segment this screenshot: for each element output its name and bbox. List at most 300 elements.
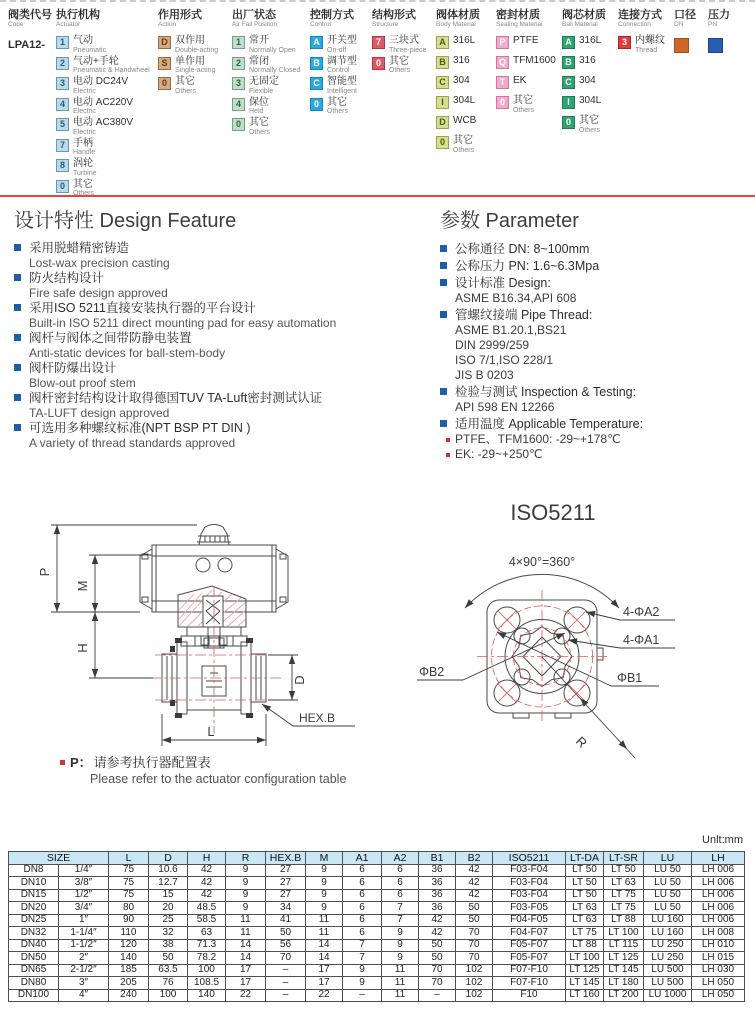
square-bullet-icon bbox=[440, 245, 447, 252]
option-label-en: Others bbox=[327, 108, 349, 115]
feature-zh-text: 采用ISO 5211直接安装执行器的平台设计 bbox=[29, 301, 256, 315]
table-cell: DN80 bbox=[9, 977, 59, 990]
option-label bbox=[73, 180, 94, 196]
table-cell: 9 bbox=[343, 964, 382, 977]
actuator-note bbox=[60, 754, 346, 787]
option-code-chip: B bbox=[436, 56, 449, 69]
table-cell: LT 100 bbox=[566, 952, 604, 965]
selector-column-sealing-material bbox=[496, 9, 562, 195]
table-row bbox=[9, 989, 745, 1002]
table-row bbox=[9, 952, 745, 965]
column-header-body-material bbox=[436, 9, 496, 29]
table-cell: 3″ bbox=[59, 977, 109, 990]
option-label bbox=[635, 36, 665, 54]
selector-column-body-material bbox=[436, 9, 496, 195]
option-ball-material-I bbox=[562, 96, 618, 114]
option-code-chip: D bbox=[436, 116, 449, 129]
option-code-chip: 3 bbox=[618, 36, 631, 49]
table-cell: LT 63 bbox=[604, 877, 644, 890]
column-header-hex-b: HEX.B bbox=[266, 852, 306, 865]
column-header-h: H bbox=[188, 852, 226, 865]
option-label-zh: 304L bbox=[579, 95, 602, 106]
table-cell: 58.5 bbox=[188, 914, 226, 927]
table-cell: F05-F07 bbox=[493, 952, 566, 965]
feature-zh bbox=[14, 301, 428, 316]
table-cell: DN10 bbox=[9, 877, 59, 890]
red-bullet-icon bbox=[60, 760, 65, 765]
option-code-chip bbox=[708, 38, 723, 53]
parameter-red-line bbox=[446, 447, 748, 462]
column-header-zh: 作用形式 bbox=[158, 9, 202, 21]
parameter-line: ISO 7/1,ISO 228/1 bbox=[455, 353, 554, 367]
series-code: LPA12- bbox=[8, 39, 46, 51]
option-label-zh: TFM1600 bbox=[513, 55, 556, 66]
option-code-chip: 7 bbox=[56, 139, 69, 152]
parameter-item bbox=[440, 307, 748, 383]
table-cell: – bbox=[266, 977, 306, 990]
option-label-zh: 其它 bbox=[73, 178, 93, 190]
feature-en: A variety of thread standards approved bbox=[29, 436, 236, 450]
column-header-zh: 结构形式 bbox=[372, 9, 416, 21]
design-feature-list bbox=[14, 241, 428, 450]
option-actuator-0 bbox=[56, 180, 158, 196]
actuator-note-zh bbox=[60, 754, 346, 771]
table-cell: DN50 bbox=[9, 952, 59, 965]
column-header-dn bbox=[674, 9, 708, 29]
parameter-item bbox=[440, 275, 748, 306]
column-header-control bbox=[310, 9, 372, 29]
dim-l-label: L bbox=[207, 724, 215, 739]
square-bullet-icon bbox=[440, 279, 447, 286]
table-cell: 17 bbox=[226, 964, 266, 977]
option-label bbox=[453, 136, 474, 154]
table-cell: 36 bbox=[419, 877, 456, 890]
table-cell: 120 bbox=[109, 939, 149, 952]
table-cell: LT 88 bbox=[604, 914, 644, 927]
a1-label: 4-ΦA1 bbox=[623, 633, 660, 647]
option-control-0 bbox=[310, 98, 372, 116]
option-structure-0 bbox=[372, 57, 436, 75]
table-cell: 14 bbox=[306, 939, 343, 952]
table-cell: LH 006 bbox=[692, 914, 745, 927]
table-cell: 6 bbox=[343, 877, 382, 890]
option-label-zh: 304 bbox=[453, 75, 470, 86]
column-header-ball-material bbox=[562, 9, 618, 29]
option-actuator-4 bbox=[56, 98, 158, 116]
option-label-zh: 智能型 bbox=[327, 76, 357, 87]
feature-en: Anti-static devices for ball-stem-body bbox=[29, 346, 226, 360]
square-bullet-icon bbox=[14, 364, 21, 371]
column-header-a2: A2 bbox=[382, 852, 419, 865]
table-row bbox=[9, 877, 745, 890]
column-header-en: PN bbox=[708, 21, 718, 28]
table-cell: 4″ bbox=[59, 989, 109, 1002]
table-cell: 185 bbox=[109, 964, 149, 977]
option-code-chip: 2 bbox=[56, 57, 69, 70]
parameter-red-text: PTFE、TFM1600: -29~+178℃ bbox=[455, 432, 621, 446]
table-cell: 7 bbox=[343, 952, 382, 965]
spec-table-head bbox=[9, 852, 745, 865]
option-label-zh: 其它 bbox=[579, 115, 599, 126]
option-label bbox=[73, 57, 150, 75]
square-bullet-icon bbox=[440, 311, 447, 318]
table-cell: 38 bbox=[149, 939, 188, 952]
option-label bbox=[513, 36, 539, 47]
option-code-chip: 3 bbox=[56, 77, 69, 90]
table-cell: 27 bbox=[266, 889, 306, 902]
selector-column-ball-material bbox=[562, 9, 618, 195]
option-control-A bbox=[310, 36, 372, 54]
square-bullet-icon bbox=[14, 334, 21, 341]
column-header-lh: LH bbox=[692, 852, 745, 865]
feature-item bbox=[14, 271, 428, 300]
option-code-chip: 0 bbox=[232, 118, 245, 131]
table-cell: 6 bbox=[343, 914, 382, 927]
table-cell: LU 250 bbox=[644, 939, 692, 952]
option-label-en: Others bbox=[249, 128, 271, 136]
table-cell: 34 bbox=[266, 902, 306, 915]
square-bullet-icon bbox=[14, 394, 21, 401]
table-cell: DN15 bbox=[9, 889, 59, 902]
table-cell: LU 50 bbox=[644, 864, 692, 877]
a2-label: 4-ΦA2 bbox=[623, 605, 660, 619]
feature-zh bbox=[14, 331, 428, 346]
table-cell: – bbox=[343, 989, 382, 1002]
table-cell: LH 006 bbox=[692, 902, 745, 915]
parameter-item bbox=[440, 384, 748, 415]
option-code-chip: 3 bbox=[232, 77, 245, 90]
column-header-zh: 口径 bbox=[674, 9, 696, 21]
spec-table-body bbox=[9, 864, 745, 1002]
table-cell: 9 bbox=[226, 889, 266, 902]
option-code-chip: 8 bbox=[56, 159, 69, 172]
table-row bbox=[9, 864, 745, 877]
option-code-chip: I bbox=[562, 96, 575, 109]
option-airfail-2 bbox=[232, 57, 310, 75]
column-header-b2: B2 bbox=[456, 852, 493, 865]
option-label bbox=[249, 77, 279, 95]
table-cell: 7 bbox=[382, 914, 419, 927]
square-bullet-icon bbox=[440, 388, 447, 395]
column-header-r: R bbox=[226, 852, 266, 865]
table-cell: 42 bbox=[456, 889, 493, 902]
option-code-chip: 0 bbox=[56, 180, 69, 193]
table-cell: 140 bbox=[109, 952, 149, 965]
square-bullet-icon bbox=[14, 244, 21, 251]
parameter-red-text: EK: -29~+250℃ bbox=[455, 447, 543, 461]
table-cell: 6 bbox=[343, 889, 382, 902]
table-cell: LU 160 bbox=[644, 914, 692, 927]
column-header-zh: 连接方式 bbox=[618, 9, 662, 21]
table-cell: 9 bbox=[382, 927, 419, 940]
valve-dimension-drawing bbox=[15, 498, 400, 763]
column-header-zh: 阀芯材质 bbox=[562, 9, 606, 21]
code-selector-columns bbox=[8, 9, 755, 195]
column-header-size: SIZE bbox=[9, 852, 109, 865]
table-cell: 78.2 bbox=[188, 952, 226, 965]
column-header-action bbox=[158, 9, 232, 29]
option-label-zh: WCB bbox=[453, 115, 477, 126]
parameter-line: ASME B1.20.1,BS21 bbox=[455, 323, 567, 337]
option-label-zh: 常闭 bbox=[249, 55, 269, 67]
table-cell: 108.5 bbox=[188, 977, 226, 990]
option-label-zh: 316L bbox=[453, 35, 476, 46]
option-label-en: Others bbox=[73, 190, 95, 195]
option-label-en: Others bbox=[389, 67, 411, 74]
option-code-chip: C bbox=[436, 76, 449, 89]
option-label-zh: 其它 bbox=[389, 55, 409, 67]
table-cell: 42 bbox=[456, 864, 493, 877]
parameter-line: DIN 2999/259 bbox=[455, 338, 530, 352]
table-cell: LU 1000 bbox=[644, 989, 692, 1002]
option-code-chip: 0 bbox=[310, 98, 323, 111]
table-cell: LH 006 bbox=[692, 877, 745, 890]
option-airfail-0 bbox=[232, 118, 310, 136]
option-label-zh: 气动+手轮 bbox=[73, 55, 119, 67]
feature-item bbox=[14, 331, 428, 360]
parameter-main bbox=[440, 258, 748, 274]
option-body-material-I bbox=[436, 96, 496, 114]
option-label-en: Flexible bbox=[249, 87, 274, 95]
table-cell: LT 200 bbox=[604, 989, 644, 1002]
table-cell: 90 bbox=[109, 914, 149, 927]
table-cell: LT 115 bbox=[604, 939, 644, 952]
table-cell: 27 bbox=[266, 877, 306, 890]
option-ball-material-0 bbox=[562, 116, 618, 134]
option-body-material-C bbox=[436, 76, 496, 94]
table-cell: 75 bbox=[109, 877, 149, 890]
actuator-note-en: Please refer to the actuator configuration table bbox=[90, 772, 347, 786]
option-ball-material-B bbox=[562, 56, 618, 74]
table-cell: 7 bbox=[343, 939, 382, 952]
option-code-chip: 0 bbox=[158, 77, 171, 90]
column-header-structure bbox=[372, 9, 436, 29]
column-header-d: D bbox=[149, 852, 188, 865]
option-label-zh: 316 bbox=[453, 55, 470, 66]
parameter-line: ASME B16.34,API 608 bbox=[455, 291, 577, 305]
parameter-line: API 598 EN 12266 bbox=[455, 400, 555, 414]
b2-label: ΦB2 bbox=[419, 665, 445, 679]
table-cell: 42 bbox=[419, 927, 456, 940]
selector-column-action bbox=[158, 9, 232, 195]
parameter-main bbox=[440, 307, 748, 323]
column-header-lu: LU bbox=[644, 852, 692, 865]
table-cell: 36 bbox=[419, 864, 456, 877]
option-ball-material-C bbox=[562, 76, 618, 94]
option-code-chip: 2 bbox=[232, 57, 245, 70]
column-header-zh: 执行机构 bbox=[56, 9, 100, 21]
option-label bbox=[579, 76, 596, 87]
option-code-chip: A bbox=[436, 36, 449, 49]
table-cell: F07-F10 bbox=[493, 964, 566, 977]
table-cell: 50 bbox=[266, 927, 306, 940]
option-label-en: Held bbox=[249, 108, 264, 115]
option-code-chip: P bbox=[496, 36, 509, 49]
table-cell: LT 75 bbox=[604, 889, 644, 902]
table-cell: LU 500 bbox=[644, 964, 692, 977]
option-code-chip: T bbox=[496, 76, 509, 89]
table-cell: DN8 bbox=[9, 864, 59, 877]
option-label-zh: 双作用 bbox=[175, 35, 205, 46]
column-header-zh: 阀类代号 bbox=[8, 9, 52, 21]
selector-column-airfail bbox=[232, 9, 310, 195]
option-code-chip: B bbox=[310, 57, 323, 70]
table-cell: 50 bbox=[419, 952, 456, 965]
option-label bbox=[73, 36, 106, 54]
column-header-zh: 压力 bbox=[708, 9, 730, 21]
option-ball-material-A bbox=[562, 36, 618, 54]
table-cell: DN40 bbox=[9, 939, 59, 952]
parameter-line: JIS B 0203 bbox=[455, 368, 514, 382]
table-cell: 25 bbox=[149, 914, 188, 927]
parameter-main-text: 设计标准 Design: bbox=[455, 276, 551, 290]
iso5211-title: ISO5211 bbox=[510, 500, 596, 525]
parameter-item bbox=[440, 258, 748, 274]
r-label: R bbox=[572, 733, 591, 751]
option-code-chip: B bbox=[562, 56, 575, 69]
table-cell: F10 bbox=[493, 989, 566, 1002]
option-label-en: Electric bbox=[73, 128, 96, 136]
table-cell: 9 bbox=[306, 877, 343, 890]
b1-label: ΦB1 bbox=[617, 671, 643, 685]
column-header-sealing-material bbox=[496, 9, 562, 29]
option-label-en: Others bbox=[513, 106, 535, 114]
table-cell: 70 bbox=[419, 977, 456, 990]
option-code-chip: 0 bbox=[562, 116, 575, 129]
feature-en: Blow-out proof stem bbox=[29, 376, 136, 390]
column-header-en: Connection bbox=[618, 21, 651, 28]
table-cell: F04-F05 bbox=[493, 914, 566, 927]
table-cell: DN25 bbox=[9, 914, 59, 927]
table-cell: DN32 bbox=[9, 927, 59, 940]
option-label-en: Intelligent bbox=[327, 87, 357, 95]
spec-header-row bbox=[9, 852, 745, 865]
table-cell: LU 160 bbox=[644, 927, 692, 940]
table-cell: LT 50 bbox=[566, 864, 604, 877]
table-cell: 9 bbox=[382, 939, 419, 952]
option-label-zh: 其它 bbox=[249, 117, 269, 128]
table-cell: 110 bbox=[109, 927, 149, 940]
column-header-l: L bbox=[109, 852, 149, 865]
option-code-chip: 1 bbox=[232, 36, 245, 49]
table-cell: LT 50 bbox=[566, 889, 604, 902]
table-cell: LH 030 bbox=[692, 964, 745, 977]
feature-item bbox=[14, 361, 428, 390]
option-control-B bbox=[310, 57, 372, 75]
option-label-en: Normally Closed bbox=[249, 67, 301, 74]
column-header-a1: A1 bbox=[343, 852, 382, 865]
table-cell: 11 bbox=[226, 927, 266, 940]
table-cell: 42 bbox=[188, 864, 226, 877]
table-cell: 11 bbox=[382, 977, 419, 990]
table-cell: 140 bbox=[188, 989, 226, 1002]
spec-table-wrap bbox=[8, 851, 745, 1002]
table-cell: 42 bbox=[419, 914, 456, 927]
parameter-red-line bbox=[446, 432, 748, 447]
table-cell: 70 bbox=[266, 952, 306, 965]
option-label-en: On-off bbox=[327, 46, 347, 54]
table-cell: 56 bbox=[266, 939, 306, 952]
parameter-title: 参数 Parameter bbox=[440, 210, 579, 232]
option-label-zh: 其它 bbox=[175, 76, 195, 87]
table-cell: 76 bbox=[149, 977, 188, 990]
option-code-chip: I bbox=[436, 96, 449, 109]
feature-zh bbox=[14, 241, 428, 256]
table-cell: 9 bbox=[382, 952, 419, 965]
table-cell: 36 bbox=[419, 889, 456, 902]
table-cell: 9 bbox=[226, 877, 266, 890]
option-label-zh: 保位 bbox=[249, 96, 269, 108]
option-label-zh: 电动 AC380V bbox=[73, 117, 134, 128]
column-header-zh: 密封材质 bbox=[496, 9, 540, 21]
column-header-actuator bbox=[56, 9, 158, 29]
table-cell: LH 050 bbox=[692, 977, 745, 990]
parameter-main bbox=[440, 384, 748, 400]
iso5211-flange-drawing bbox=[405, 490, 755, 800]
table-cell: LH 015 bbox=[692, 952, 745, 965]
parameter-main bbox=[440, 241, 748, 257]
feature-zh bbox=[14, 391, 428, 406]
option-code-chip: 0 bbox=[436, 136, 449, 149]
table-cell: LT 100 bbox=[604, 927, 644, 940]
feature-zh-text: 防火结构设计 bbox=[29, 271, 105, 285]
option-label-zh: 电动 DC24V bbox=[73, 76, 129, 87]
parameter-main-text: 公称通径 DN: 8~100mm bbox=[455, 242, 590, 256]
table-cell: 42 bbox=[456, 877, 493, 890]
table-cell: 11 bbox=[306, 914, 343, 927]
table-cell: 11 bbox=[382, 989, 419, 1002]
table-cell: 70 bbox=[456, 952, 493, 965]
table-cell: LU 50 bbox=[644, 889, 692, 902]
option-label-zh: 气动 bbox=[73, 35, 93, 46]
option-label-zh: 涡轮 bbox=[73, 158, 93, 169]
parameter-main-text: 适用温度 Applicable Temperature: bbox=[455, 417, 644, 431]
spec-table bbox=[8, 851, 745, 1002]
table-cell: DN65 bbox=[9, 964, 59, 977]
table-cell: 100 bbox=[149, 989, 188, 1002]
option-label bbox=[579, 36, 601, 47]
option-label bbox=[249, 36, 296, 54]
table-cell: LT 63 bbox=[566, 914, 604, 927]
option-body-material-0 bbox=[436, 136, 496, 154]
column-header-en: Code bbox=[8, 21, 24, 28]
table-cell: 2-1/2″ bbox=[59, 964, 109, 977]
table-cell: 70 bbox=[456, 927, 493, 940]
option-action-0 bbox=[158, 77, 232, 95]
option-label-en: Normally Open bbox=[249, 46, 296, 54]
option-label bbox=[249, 118, 270, 136]
column-header-en: Ball Material bbox=[562, 21, 598, 28]
table-cell: 42 bbox=[188, 877, 226, 890]
table-cell: LT 125 bbox=[604, 952, 644, 965]
option-label bbox=[175, 57, 215, 75]
option-label bbox=[579, 56, 596, 67]
design-feature-title: 设计特性 Design Feature bbox=[14, 210, 237, 232]
table-cell: 205 bbox=[109, 977, 149, 990]
table-cell: 20 bbox=[149, 902, 188, 915]
option-sealing-material-0 bbox=[496, 96, 562, 114]
parameter-main bbox=[440, 416, 748, 432]
option-code-chip: 4 bbox=[232, 98, 245, 111]
option-label-zh: 内螺纹 bbox=[635, 35, 665, 46]
table-cell: 71.3 bbox=[188, 939, 226, 952]
table-cell: 14 bbox=[226, 952, 266, 965]
option-label-en: Three-piece bbox=[389, 46, 427, 54]
square-bullet-icon bbox=[14, 304, 21, 311]
option-label-en: Turbine bbox=[73, 169, 97, 177]
feature-zh-text: 阀杆密封结构设计取得德国TUV TA-Luft密封测试认证 bbox=[29, 391, 323, 405]
selector-column-pn bbox=[708, 9, 736, 195]
